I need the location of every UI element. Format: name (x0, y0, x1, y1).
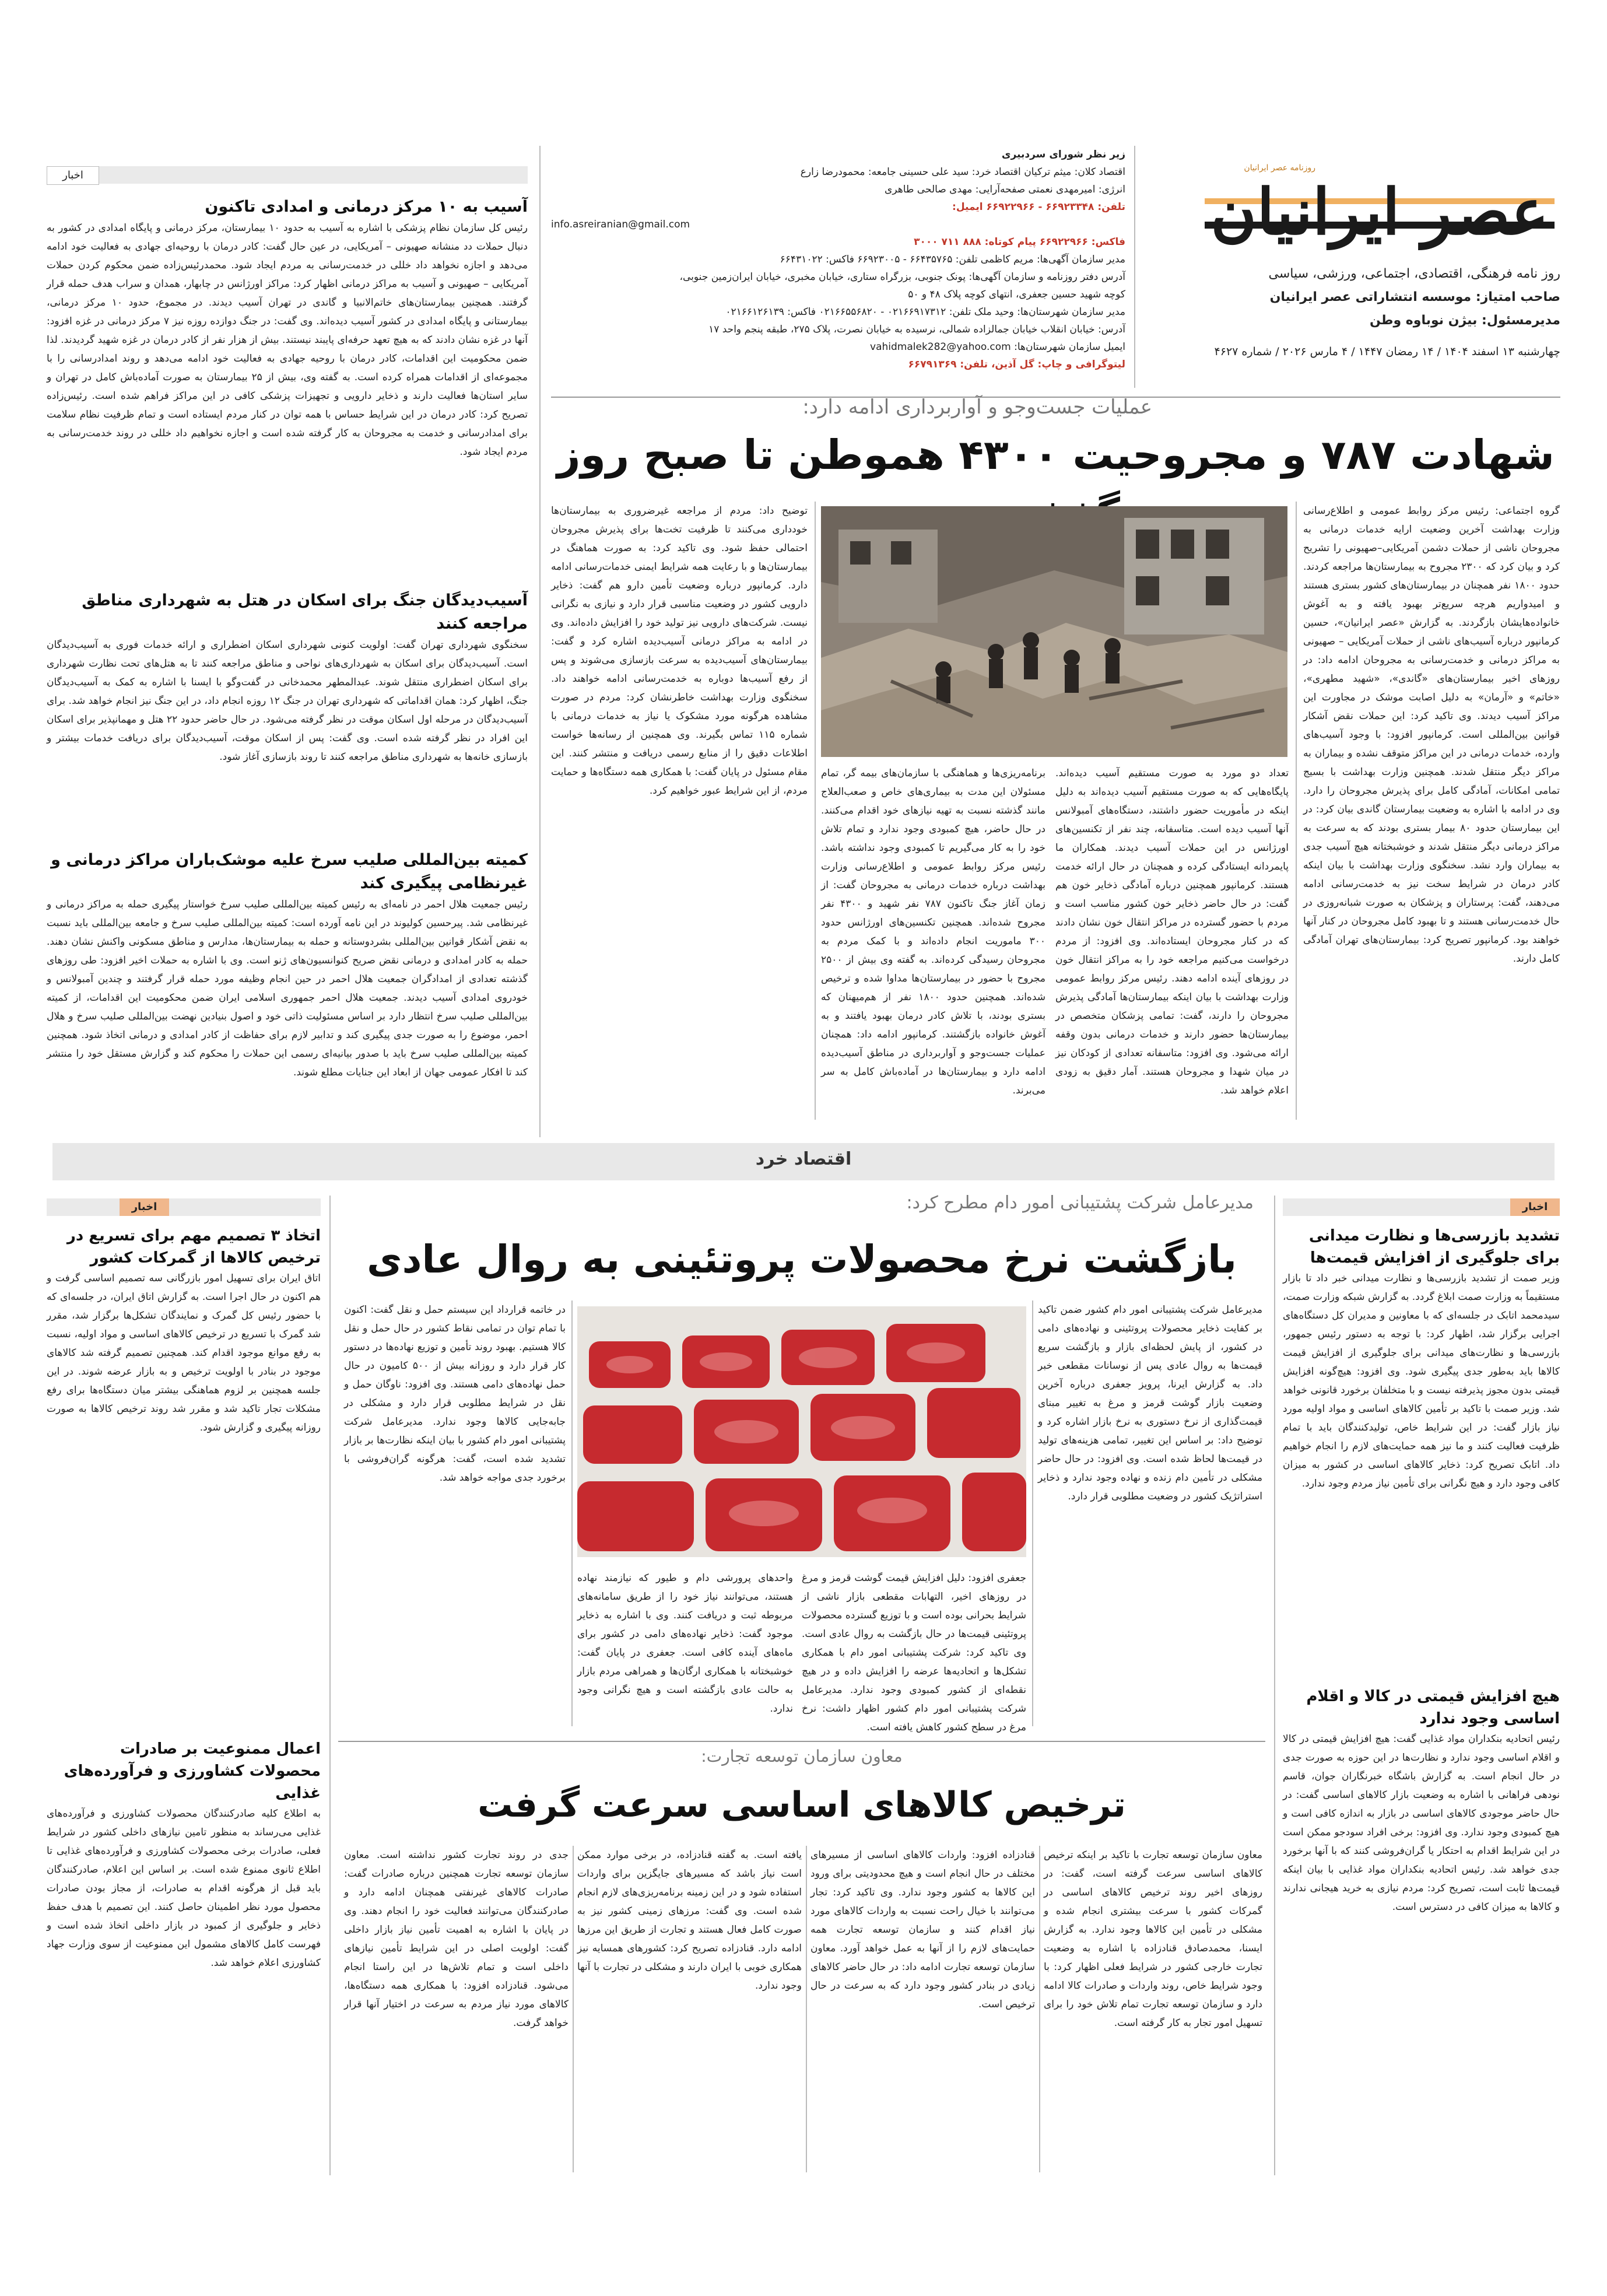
masthead-divider (1134, 146, 1135, 388)
econ-col-divider (1032, 1301, 1033, 1726)
masthead-subtitle: روز نامه فرهنگی، اقتصادی، اجتماعی، ورزشی، سیاسی (1268, 267, 1560, 281)
news-item-body: سخنگوی شهرداری تهران گفت: اولویت کنونی شهرداری اسکان اضطراری و ارائه خدمات فوری به آسیب‌دیدگان است. آسیب‌دیدگان برای اسکان به شهرداری‌های نواحی و مناطق مراجعه کنند تا به هتل‌های تحت نظارت شهرداری برای اسکان اضطراری منتقل شوند. عبدالمطهر محمدخانی در گفت‌وگو با ایسنا با اشاره به کمک به آسیب‌دیدگان جنگ، اظهار کرد: همان اقداماتی که شهرداری تهران در جنگ ۱۲ روزه انجام داد، در این جنگ نیز انجام خواهد شد. برای آسیب‌دیدگان در مرحله اول اسکان موقت در نظر گرفته می‌شود. در حال حاضر حدود ۲۲ هتل و مهمانپذیر برای اسکان این افراد در نظر گرفته شده است. وی گفت: پس از اسکان موقت، آسیب‌دیدگان برای دریافت خدمات بیشتر و بازسازی خانه‌ها به شهرداری مناطق مراجعه کنند تا روند بازسازی آغاز شود. (47, 639, 528, 763)
news-item-title: هیچ افزایش قیمتی در کالا و اقلام اساسی وجود ندارد (1306, 1688, 1560, 1727)
news-tag: اخبار (120, 1198, 169, 1216)
econ-col-divider (571, 1301, 573, 1726)
right-news-item-1 (1283, 1225, 1560, 1671)
news-item-3 (47, 849, 528, 1134)
lead-col-3: برنامه‌ریزی‌ها و هماهنگی با سازمان‌های بیمه گر، تمام مسئولان این مدت به بیماری‌های خاص و صعب‌العلاج مانند گذشته نسبت به تهیه نیازهای خود اقدام می‌کنند. در حال حاضر، هیچ کمبودی وجود ندارد و تمام تلاش خود را به کار می‌گیریم تا کمبودی وجود نداشته باشد. رئیس مرکز روابط عمومی و اطلاع‌رسانی وزارت بهداشت درباره خدمات درمانی به مجروحان گفت: از زمان آغاز جنگ تاکنون ۷۸۷ نفر شهید و ۴۳۰۰ نفر مجروح شده‌اند. همچنین تکنسین‌های اورژانس حدود ۳۰۰ ماموریت انجام داده‌اند و با کمک مردم به مجروحان رسیدگی کرده‌اند. به گفته وی بیش از ۲۵۰۰ مجروح با حضور در بیمارستان‌ها مداوا شده و ترخیص شده‌اند. همچنین حدود ۱۸۰۰ نفر از هم‌میهنان که بستری بودند، با تلاش کادر درمان بهبود یافتند و به آغوش خانواده بازگشتند. کرمانپور ادامه داد: همچنان عملیات جست‌وجو و آواربرداری در مناطق آسیب‌دیده ادامه دارد و بیمارستان‌ها در آماده‌باش کامل به سر می‌برند. (821, 767, 1046, 1096)
lead-col-divider (815, 502, 816, 1120)
trade-col-1: معاون سازمان توسعه تجارت با تاکید بر اینکه ترخیص کالاهای اساسی سرعت گرفته است، گفت: در روزهای اخیر روند ترخیص کالاهای اساسی در گمرکات کشور با سرعت بیشتری انجام شده و مشکلی در تأمین این کالاها وجود ندارد. به گزارش ایسنا، محمدصادق قنادزاده با اشاره به وضعیت تجارت خارجی کشور در شرایط فعلی اظهار کرد: با وجود شرایط خاص، روند واردات و صادرات کالا ادامه دارد و سازمان توسعه تجارت تمام تلاش خود را برای تسهیل امور تجار به کار گرفته است. (1044, 1849, 1262, 2029)
office-address-2: کوچه شهید حسین جعفری، انتهای کوچه پلاک ۴۸ و ۵۰ (908, 289, 1125, 300)
news-item-body: رئیس جمعیت هلال احمر در نامه‌ای به رئیس کمیته بین‌المللی صلیب سرخ خواستار پیگیری حمله به مراکز درمانی و غیرنظامی شد. پیرحسین کولیوند در این نامه آورده است: کمیته بین‌المللی صلیب سرخ و جامعه بین‌المللی باید نسبت به نقض آشکار قوانین بین‌المللی بشردوستانه و حمله به بیمارستان‌ها، مدارس و مناطق مسکونی واکنش نشان دهند. حمله به کادر امدادی و درمانی نقض صریح کنوانسیون‌های ژنو است. وی با اشاره به حملات اخیر افزود: طی روزهای گذشته تعدادی از امدادگران جمعیت هلال احمر در حین انجام وظیفه مورد حمله قرار گرفتند و چندین آمبولانس و خودروی امدادی آسیب دیدند. جمعیت هلال احمر جمهوری اسلامی ایران ضمن محکومیت این اقدامات، از کمیته بین‌المللی صلیب سرخ انتظار دارد بر اساس مسئولیت ذاتی خود و اصول بنیادین نهضت بین‌المللی صلیب سرخ و هلال احمر، موضوع را به صورت جدی پیگیری کند و تدابیر لازم برای حفاظت از کادر امدادی و درمانی اتخاذ شود. همچنین کمیته بین‌المللی صلیب سرخ باید با صدور بیانیه‌ای رسمی این حملات را محکوم کند و گزارش مستقل خود را منتشر کند تا افکار عمومی جهان از ابعاد این جنایات مطلع شوند. (47, 899, 528, 1078)
ads-manager: مدیر سازمان آگهی‌ها: مریم کاظمی تلفن: ۶۶۴۳۵۷۶۵ - ۶۶۹۲۳۰۰۵ فاکس: ۶۶۴۳۱۰۲۲ (780, 254, 1125, 265)
news-item-body: رئیس کل سازمان نظام پزشکی با اشاره به آسیب به حدود ۱۰ بیمارستان، مرکز درمانی و پایگاه امدادی در کشور به دنبال حملات دد منشانه صهیونی – آمریکایی، در عین حال گفت: کادر درمان با روحیه‌ای جهادی به فعالیت خود ادامه می‌دهد و اجازه نخواهد داد خللی در خدمت‌رسانی به مردم ایجاد شود. محمدرئیس‌زاده ضمن محکوم کردن حملات آمریکایی – صهیونی و آسیب به مراکز درمانی اظهار کرد: مراکز اورژانس در چابهار، همدان و سراب هدف حمله قرار گرفتند. همچنین بیمارستان‌های خاتم‌الانبیا و گاندی در تهران آسیب دیدند. در مجموع، حدود ۱۰ مرکز درمانی، بیمارستانی و پایگاه امدادی در کشور آسیب دیده‌اند. وی گفت: در جنگ دوازده روزه نیز ۷ مرکز درمانی در غزه افزود: آنها در غزه نشان دادند که به هیچ تعهد حرفه‌ای پایبند نیستند. بیش از هزار نفر از کادر درمان در غزه شهید گردیدند. لذا ضمن محکومیت این اقدامات، کادر درمان با روحیه جهادی به فعالیت خود ادامه می‌دهد و روند امدادرسانی را با مجموعه‌ای از اقدامات همراه کرده است. به گفته وی، بیش از ۲۵ بیمارستان به صورت آماده‌باش کامل در تهران و سایر استان‌ها فعالیت دارند و ذخایر دارویی و تجهیزات پزشکی کافی در این مراکز فراهم شده است. رئیس‌زاده تصریح کرد: کادر درمان در این شرایط حساس با همه توان در کنار مردم ایستاده است و تمام ظرفیت نظام سلامت برای امدادرسانی و خدمت به مجروحان به کار گرفته شده است و اجازه نخواهیم داد خللی در روند خدمت‌رسانی به مردم ایجاد شود. (47, 222, 528, 458)
staff-phone: تلفن: ۶۶۹۲۳۳۴۸ - ۶۶۹۲۲۹۶۶ ایمیل: (952, 201, 1125, 213)
trade-kicker: معاون سازمان توسعه تجارت: (701, 1747, 903, 1766)
trade-col-divider (573, 1846, 574, 2172)
right-news-item-2 (1283, 1685, 1560, 2208)
news-item-body: اتاق ایران برای تسهیل امور بازرگانی سه تصمیم اساسی گرفت و هم اکنون در حال اجرا است. به گزارش اتاق ایران، در جلسه‌ای که با حضور رئیس کل گمرک و نمایندگان تشکل‌ها برگزار شد، مقرر شد گمرک با تسریع در ترخیص کالاهای اساسی و مواد اولیه، نسبت به رفع موانع موجود اقدام کند. همچنین تصمیم گرفته شد کالاهای موجود در بنادر با اولویت ترخیص و به بازار عرضه شوند. در این جلسه همچنین بر لزوم هماهنگی بیشتر میان دستگاه‌ها برای رفع مشکلات تجار تاکید شد و مقرر شد روند ترخیص کالاها به صورت روزانه پیگیری و گزارش شود. (47, 1273, 321, 1433)
news-item-title: تشدید بازرسی‌ها و نظارت میدانی برای جلوگیری از افزایش قیمت‌ها (1308, 1227, 1560, 1267)
logo-text: عصر ایرانیان (1210, 176, 1549, 249)
econ-col-3: واحدهای پرورشی دام و طیور که نیازمند نهاده هستند، می‌توانند نیاز خود را از طریق سامانه‌های مربوطه ثبت و دریافت کنند. وی با اشاره به ذخایر موجود گفت: ذخایر نهاده‌های دامی در کشور برای ماه‌های آینده کافی است. جعفری در پایان گفت: خوشبختانه با همکاری ارگان‌ها و همراهی مردم بازار به حالت عادی بازگشته است و هیچ نگرانی وجود ندارد. (577, 1572, 793, 1715)
lead-photo (821, 506, 1287, 757)
trade-col-2: قنادزاده افزود: واردات کالاهای اساسی از مسیرهای مختلف در حال انجام است و هیچ محدودیتی برای ورود این کالاها به کشور وجود ندارد. وی تاکید کرد: تجار می‌توانند با خیال راحت نسبت به واردات کالاهای مورد نیاز اقدام کنند و سازمان توسعه تجارت همه حمایت‌های لازم را از آنها به عمل خواهد آورد. معاون سازمان توسعه تجارت ادامه داد: در حال حاضر کالاهای زیادی در بنادر کشور وجود دارد که به سرعت در حال ترخیص است. (810, 1849, 1035, 2010)
news-item-title: کمیته بین‌المللی صلیب سرخ علیه موشک‌باران مراکز درمانی و غیرنظامی پیگیری کند (51, 851, 528, 892)
logo-sub: روزنامه عصر ایرانیان (1244, 163, 1315, 173)
trade-col-3: یافته است. به گفته قنادزاده، در برخی موارد ممکن است نیاز باشد که مسیرهای جایگزین برای واردات استفاده شود و در این زمینه برنامه‌ریزی‌های لازم انجام شده است. وی گفت: مرزهای زمینی کشور نیز به صورت کامل فعال هستند و تجارت از طریق این مرزها ادامه دارد. قنادزاده تصریح کرد: کشورهای همسایه نیز همکاری خوبی با ایران دارند و مشکلی در تجارت با آنها وجود ندارد. (577, 1849, 802, 1992)
econ-col-4: در خاتمه قرارداد این سیستم حمل و نقل گفت: اکنون با تمام توان در تمامی نقاط کشور در حال حمل و نقل کالا هستیم. بهبود روند تأمین و توزیع نهاده‌ها در دستور کار قرار دارد و روزانه بیش از ۵۰۰ کامیون در حال حمل نهاده‌های دامی هستند. وی افزود: ناوگان حمل و نقل در شرایط مطلوبی قرار دارد و مشکلی در جابه‌جایی کالاها وجود ندارد. مدیرعامل شرکت پشتیبانی امور دام کشور با بیان اینکه نظارت‌ها بر بازار تشدید شده است، گفت: هرگونه گران‌فروشی با برخورد جدی مواجه خواهد شد. (344, 1304, 566, 1484)
news-item-title: اعمال ممنوعیت بر صادرات محصولات کشاورزی و فرآورده‌های غذایی (64, 1740, 321, 1802)
license-holder: صاحب امتیاز: موسسه انتشاراتی عصر ایرانیان (1269, 290, 1560, 304)
staff-email[interactable]: info.asreiranian@gmail.com (551, 219, 690, 230)
staff-line-1: اقتصاد کلان: میثم ترکیان اقتصاد خرد: سید علی حسینی جامعه: محمودرضا زارع (800, 166, 1125, 178)
lead-col-divider (1296, 502, 1297, 1120)
dateline: چهارشنبه ۱۳ اسفند ۱۴۰۴ / ۱۴ رمضان ۱۴۴۷ / ۴ مارس ۲۰۲۶ / شماره ۴۶۲۷ (1214, 345, 1560, 358)
section-band (52, 1143, 1555, 1180)
print-house: لیتوگرافی و چاپ: گل آذین، تلفن: ۶۶۷۹۱۳۶۹ (908, 359, 1125, 370)
provinces-address: آدرس: خیابان انقلاب خیابان جمالزاده شمالی، نرسیده به خیابان نصرت، پلاک ۲۷۵، طبقه پنجم واحد ۱۷ (708, 324, 1125, 335)
lead-col-1: گروه اجتماعی: رئیس مرکز روابط عمومی و اطلاع‌رسانی وزارت بهداشت آخرین وضعیت ارایه خدمات درمانی به مجروحان ناشی از حملات دشمن آمریکایی–صهیونی را تشریح کرد و بیان کرد که ۲۳۰۰ مجروح به بیمارستان‌ها مراجعه کردند. حدود ۱۸۰۰ نفر همچنان در بیمارستان‌های کشور بستری هستند و امیدواریم هرچه سریع‌تر بهبود یافته و به آغوش خانواده‌هایشان بازگردند. به گزارش «عصر ایرانیان»، حسین کرمانپور درباره آسیب‌های ناشی از حملات آمریکایی – صهیونی به مراکز درمانی و خدمت‌رسانی به مجروحان ادامه داد: در روزهای اخیر بیمارستان‌های «گاندی»، «شهید مطهری»، «خاتم» و «آرمان» به دلیل اصابت موشک در مجاورت این مراکز آسیب دیدند. وی تاکید کرد: این حملات نقض آشکار قوانین بین‌المللی است. کرمانپور افزود: با وجود آسیب‌های وارده، خدمات درمانی در این مراکز متوقف نشده و بیماران به مراکز دیگر منتقل شدند. همچنین وزارت بهداشت با بسیج تمامی امکانات، آمادگی کامل برای پذیرش مجروحان را دارد. وی در ادامه با اشاره به وضعیت بیمارستان گاندی بیان کرد: در این بیمارستان حدود ۸۰ بیمار بستری بودند که به سرعت به مراکز درمانی دیگر منتقل شدند و خوشبختانه هیچ آسیب جدی به بیماران وارد نشد. سخنگوی وزارت بهداشت با بیان اینکه کادر درمان در شرایط سخت نیز به خدمت‌رسانی ادامه می‌دهند، گفت: پرستاران و پزشکان به صورت شبانه‌روزی در حال خدمت‌رسانی هستند و تا بهبود کامل مجروحان در کنار آنها خواهند بود. کرمانپور تصریح کرد: بیمارستان‌های تهران آمادگی کامل دارند. (1303, 505, 1560, 965)
provinces-manager: مدیر سازمان شهرستان‌ها: وحید ملک تلفن: ۰۲۱۶۶۹۱۷۳۱۲ - ۰۲۱۶۶۵۵۶۸۲۰ فاکس: ۰۲۱۶۶۱۲۶۱۳۹ (725, 306, 1125, 318)
staff-line-2: انرژی: امیرمهدی نعمتی صفحه‌آرایی: مهدی صالحی طاهری (885, 184, 1125, 195)
news-tag-bar (47, 1198, 321, 1216)
left-col-divider (539, 146, 541, 1137)
staff-fax: فاکس: ۶۶۹۲۲۹۶۶ پیام کوتاه: ۸۸۸ ۷۱۱ ۳۰۰۰ (914, 236, 1125, 248)
econ-divider-right (1274, 1196, 1275, 2175)
econ-kicker: مدیرعامل شرکت پشتیبانی امور دام مطرح کرد: (906, 1193, 1254, 1213)
news-item-title: اتخاذ ۳ تصمیم مهم برای تسریع در ترخیص کالاها از گمرکات کشور (66, 1227, 321, 1267)
news-item-1 (47, 195, 528, 592)
news-tag-bar (47, 166, 528, 184)
trade-col-divider (1039, 1846, 1040, 2172)
office-address-1: آدرس دفتر روزنامه و سازمان آگهی‌ها: پونک جنوبی، بزرگراه ستاری، خیابان مخبری، خیابان ایران‌زمین جنوبی، (679, 271, 1125, 283)
lead-col-2: تعداد دو مورد به صورت مستقیم آسیب دیده‌اند. پایگاه‌هایی که به صورت مستقیم آسیب دیده‌اند به دلیل اینکه در مأموریت حضور داشتند، دستگاه‌های آمبولانس آنها آسیب دیده است. متاسفانه، چند نفر از تکنسین‌های اورژانس در این حملات آسیب دیدند. همکاران ما پایمردانه ایستادگی کرده و همچنان در حال ارائه خدمت هستند. کرمانپور همچنین درباره آمادگی ذخایر خون هم گفت: در حال حاضر ذخایر خون کشور مناسب است و مردم با حضور گسترده در مراکز انتقال خون نشان دادند که در کنار مجروحان ایستاده‌اند. وی افزود: از مردم درخواست می‌کنیم مراجعه خود را به مراکز انتقال خون در روزهای آینده ادامه دهند. رئیس مرکز روابط عمومی وزارت بهداشت با بیان اینکه بیمارستان‌ها آمادگی پذیرش مجروحان را دارند، گفت: تمامی پزشکان متخصص در بیمارستان‌ها حضور دارند و خدمات درمانی بدون وقفه ارائه می‌شود. وی افزود: متاسفانه تعدادی از کودکان نیز در میان شهدا و مجروحان هستند. آمار دقیق به زودی اعلام خواهد شد. (1055, 767, 1289, 1096)
news-item-body: به اطلاع کلیه صادرکنندگان محصولات کشاورزی و فرآورده‌های غذایی می‌رساند به منظور تامین نیازهای داخلی کشور در شرایط فعلی، صادرات برخی محصولات کشاورزی و فرآورده‌های غذایی تا اطلاع ثانوی ممنوع شده است. بر اساس این اعلام، صادرکنندگان باید قبل از هرگونه اقدام به صادرات، از مجاز بودن صادرات محصول مورد نظر اطمینان حاصل کنند. این تصمیم با هدف حفظ ذخایر و جلوگیری از کمبود در بازار داخلی اتخاذ شده است و فهرست کامل کالاهای مشمول این ممنوعیت از سوی وزارت جهاد کشاورزی اعلام خواهد شد. (47, 1808, 321, 1969)
trade-col-4: جدی در روند تجارت کشور نداشته است. معاون سازمان توسعه تجارت همچنین درباره صادرات گفت: صادرات کالاهای غیرنفتی همچنان ادامه دارد و صادرکنندگان می‌توانند فعالیت خود را انجام دهند. وی در پایان با اشاره به اهمیت تأمین نیاز بازار داخلی گفت: اولویت اصلی در این شرایط تأمین نیازهای داخلی است و تمام تلاش‌ها در این راستا انجام می‌شود. قنادزاده افزود: با همکاری همه دستگاه‌ها، کالاهای مورد نیاز مردم به سرعت در اختیار آنها قرار خواهد گرفت. (344, 1849, 569, 2029)
section-title: اقتصاد خرد (755, 1149, 852, 1169)
lead-kicker: عملیات جست‌وجو و آواربرداری ادامه دارد: (802, 395, 1152, 419)
trade-headline: ترخیص کالاهای اساسی سرعت گرفت (478, 1785, 1126, 1825)
logo (1187, 163, 1560, 251)
trade-col-divider (806, 1846, 807, 2172)
left-news-item-1 (47, 1225, 321, 1701)
meat-photo (577, 1306, 1026, 1557)
news-item-title: آسیب‌دیدگان جنگ برای اسکان در هتل به شهرداری مناطق مراجعه کنند (82, 591, 528, 633)
lead-col-4: توضیح داد: مردم از مراجعه غیرضروری به بیمارستان‌ها خودداری می‌کنند تا ظرفیت تخت‌ها برای پذیرش مجروحان احتمالی حفظ شود. وی تاکید کرد: به صورت هماهنگ در بیمارستان‌ها و با رعایت همه شرایط ایمنی خدمات‌رسانی ادامه دارد. کرمانپور درباره وضعیت تأمین دارو هم گفت: ذخایر دارویی کشور در وضعیت مناسبی قرار دارد و نیازی به نگرانی نیست. شرکت‌های دارویی نیز تولید خود را افزایش داده‌اند. وی در ادامه به مراکز درمانی آسیب‌دیده اشاره کرد و گفت: بیمارستان‌های آسیب‌دیده به سرعت بازسازی می‌شوند و پس از رفع آسیب‌ها دوباره به خدمت‌رسانی ادامه خواهند داد. سخنگوی وزارت بهداشت خاطرنشان کرد: مردم در صورت مشاهده هرگونه مورد مشکوک یا نیاز به خدمات درمانی با شماره ۱۱۵ تماس بگیرند. وی همچنین از رسانه‌ها خواست اطلاعات دقیق را از منابع رسمی دریافت و منتشر کنند. این مقام مسئول در پایان گفت: با همکاری همه دستگاه‌ها و حمایت مردم، از این شرایط عبور خواهیم کرد. (551, 505, 808, 797)
staff-box (551, 146, 1125, 388)
news-item-body: رئیس اتحادیه بنکداران مواد غذایی گفت: هیچ افزایش قیمتی در کالا و اقلام اساسی وجود ندارد و نظارت‌ها در این حوزه به صورت جدی در حال انجام است. به گزارش باشگاه خبرنگاران جوان، قاسم نودهی فراهانی با اشاره به وضعیت بازار کالاهای اساسی گفت: در حال حاضر موجودی کالاهای اساسی در بازار به اندازه کافی است و هیچ کمبودی وجود ندارد. وی افزود: برخی افراد سودجو ممکن است در این شرایط اقدام به احتکار یا گران‌فروشی کنند که با آنها برخورد جدی خواهد شد. رئیس اتحادیه بنکداران مواد غذایی با بیان اینکه قیمت‌ها ثابت است، تصریح کرد: مردم نیازی به خرید هیجانی ندارند و کالاها به میزان کافی در دسترس است. (1283, 1733, 1560, 1913)
provinces-email: ایمیل سازمان شهرستان‌ها: vahidmalek282@yahoo.com (870, 341, 1125, 353)
econ-col-2: جعفری افزود: دلیل افزایش قیمت گوشت قرمز و مرغ در روزهای اخیر، التهابات مقطعی بازار ناشی از شرایط بحرانی بوده است و با توزیع گسترده محصولات پروتئینی قیمت‌ها در حال بازگشت به روال عادی است. وی تاکید کرد: شرکت پشتیبانی امور دام با همکاری تشکل‌ها و اتحادیه‌ها عرضه را افزایش داده و در هیچ نقطه‌ای از کشور کمبودی وجود ندارد. مدیرعامل شرکت پشتیبانی امور دام کشور اظهار داشت: نرخ مرغ در سطح کشور کاهش یافته است. (802, 1572, 1026, 1733)
econ-divider-left (329, 1196, 331, 2175)
news-item-body: وزیر صمت از تشدید بازرسی‌ها و نظارت میدانی خبر داد تا بازار مستقیماً به وزارت صمت ابلاغ گردد. به گزارش شبکه وزارت صمت، سیدمحمد اتابک در جلسه‌ای که با معاونین و مدیران کل دستگاه‌های اجرایی برگزار شد، اظهار کرد: با توجه به دستور رئیس جمهور، بازرسی‌ها و نظارت‌های میدانی برای جلوگیری از افزایش قیمت کالاها باید به‌طور جدی پیگیری شود. وی افزود: هیچ‌گونه افزایش قیمتی بدون مجوز پذیرفته نیست و با متخلفان برخورد قانونی خواهد شد. وزیر صمت با تاکید بر تأمین کالاهای اساسی و مواد اولیه مورد نیاز بازار گفت: در این شرایط خاص، تولیدکنندگان باید با تمام ظرفیت فعالیت کنند و ما نیز همه حمایت‌های لازم را انجام خواهیم داد. اتابک تصریح کرد: ذخایر کالاهای اساسی در کشور به میزان کافی وجود دارد و هیچ نگرانی برای تأمین نیاز مردم وجود ندارد. (1283, 1273, 1560, 1489)
masthead (1143, 146, 1560, 379)
trade-top-rule (338, 1741, 1265, 1742)
news-tag: اخبار (47, 166, 99, 185)
econ-photo (577, 1306, 1026, 1557)
editorial-council: زیر نظر شورای سردبیری (1001, 149, 1125, 160)
news-item-title: آسیب به ۱۰ مرکز درمانی و امدادی تاکنون (205, 198, 528, 216)
rubble-photo (821, 506, 1287, 757)
econ-col-1: مدیرعامل شرکت پشتیبانی امور دام کشور ضمن تاکید بر کفایت ذخایر محصولات پروتئینی و نهاده‌های دامی در کشور، از پایش لحظه‌ای بازار و بازگشت سریع قیمت‌ها به روال عادی پس از نوسانات مقطعی خبر داد. به گزارش ایرنا، پرویز جعفری درباره آخرین وضعیت بازار گوشت قرمز و مرغ به تغییر مبنای قیمت‌گذاری از نرخ دستوری به نرخ بازار اشاره کرد و توضیح داد: بر اساس این تغییر، تمامی هزینه‌های تولید در قیمت‌ها لحاظ شده است. وی افزود: در حال حاضر مشکلی در تأمین دام زنده و نهاده وجود ندارد و ذخایر استراتژیک کشور در وضعیت مطلوبی قرار دارد. (1038, 1304, 1262, 1502)
lead-headline: شهادت ۷۸۷ و مجروحیت ۴۳۰۰ هموطن تا صبح روز (557, 431, 1555, 479)
managing-director: مدیرمسئول: بیژن نوباوه وطن (1369, 313, 1560, 328)
news-item-2 (47, 589, 528, 881)
econ-headline: بازگشت نرخ محصولات پروتئینی به روال عادی (367, 1237, 1237, 1282)
news-tag: اخبار (1510, 1198, 1560, 1216)
left-news-item-2 (47, 1738, 321, 2189)
